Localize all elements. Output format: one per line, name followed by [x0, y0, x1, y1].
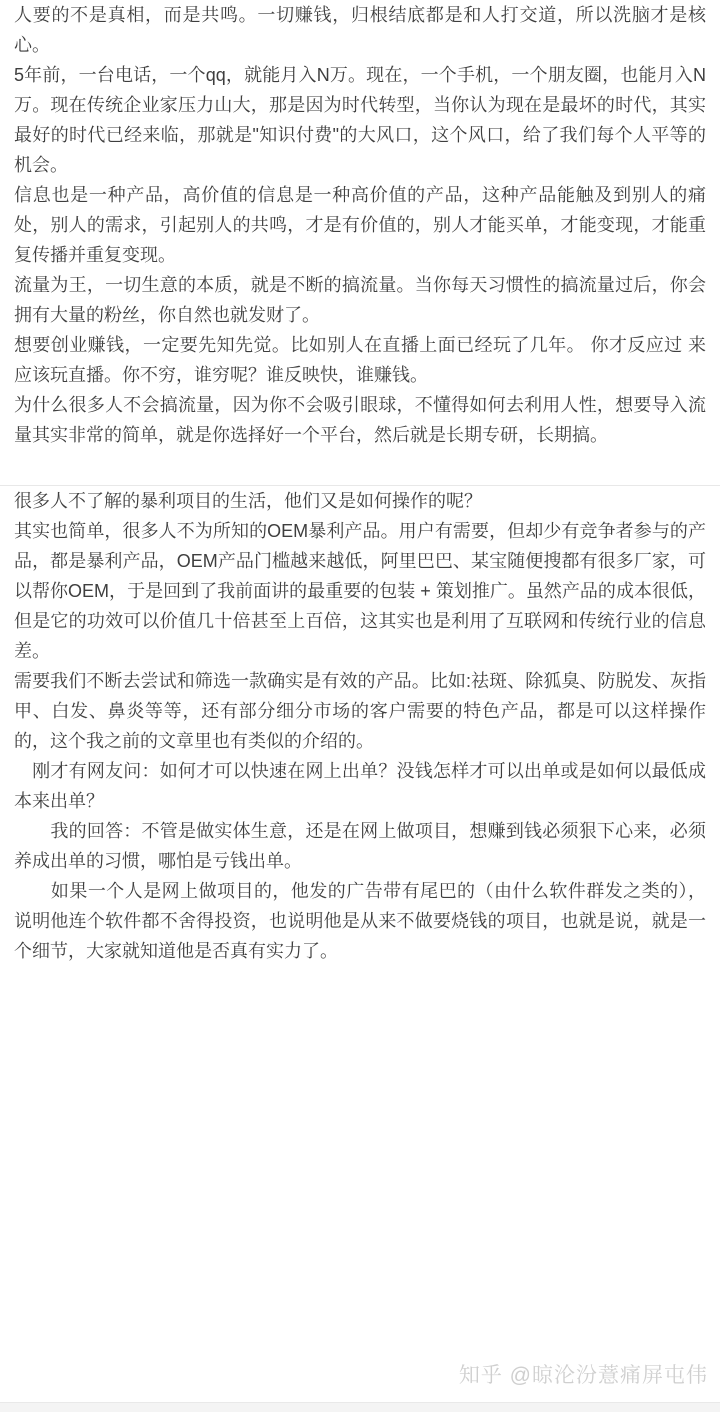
article-paragraph: 想要创业赚钱，一定要先知先觉。比如别人在直播上面已经玩了几年。 你才反应过 来应该玩直播。你不穷，谁穷呢？谁反映快，谁赚钱。	[14, 335, 706, 385]
bottom-edge-band	[0, 1402, 720, 1412]
article-paragraph: 信息也是一种产品，高价值的信息是一种高价值的产品，这种产品能触及到别人的痛处，别人的需求，引起别人的共鸣，才是有价值的，别人才能买单，才能变现，才能重复传播并重复变现。	[14, 185, 706, 265]
article-paragraph: 我的回答：不管是做实体生意，还是在网上做项目，想赚到钱必须狠下心来，必须养成出单的习惯，哪怕是亏钱出单。	[14, 821, 706, 871]
zhihu-watermark: 知乎 @晾沦汾薏痛屏屯伟	[458, 1364, 708, 1387]
article-paragraph: 刚才有网友问：如何才可以快速在网上出单？没钱怎样才可以出单或是如何以最低成本来出单？	[14, 761, 706, 811]
article-paragraph: 需要我们不断去尝试和筛选一款确实是有效的产品。比如:祛斑、除狐臭、防脱发、灰指甲、白发、鼻炎等等，还有部分细分市场的客户需要的特色产品，都是可以这样操作的，这个我之前的文章里也有类似的介绍的。	[14, 671, 706, 751]
article-paragraph: 很多人不了解的暴利项目的生活，他们又是如何操作的呢？	[14, 491, 482, 511]
article-paragraph: 人要的不是真相，而是共鸣。一切赚钱，归根结底都是和人打交道，所以洗脑才是核心。	[14, 5, 706, 55]
article-paragraph: 如果一个人是网上做项目的，他发的广告带有尾巴的（由什么软件群发之类的），说明他连个软件都不舍得投资，也说明他是从来不做要烧钱的项目，也就是说，就是一个细节，大家就知道他是否真有实力了。	[14, 881, 706, 961]
article-paragraph: 为什么很多人不会搞流量，因为你不会吸引眼球，不懂得如何去利用人性，想要导入流量其实非常的简单，就是你选择好一个平台，然后就是长期专研，长期搞。	[14, 395, 706, 445]
article-paragraph: 流量为王，一切生意的本质，就是不断的搞流量。当你每天习惯性的搞流量过后，你会拥有大量的粉丝，你自然也就发财了。	[14, 275, 706, 325]
article-paragraph: 5年前，一台电话，一个qq，就能月入N万。现在，一个手机，一个朋友圈，也能月入N万。现在传统企业家压力山大，那是因为时代转型，当你认为现在是最坏的时代，其实最好的时代已经来临，那就是"知识付费"的大风口，这个风口，给了我们每个人平等的机会。	[14, 65, 706, 175]
article-paragraph: 其实也简单，很多人不为所知的OEM暴利产品。用户有需要，但却少有竞争者参与的产品，都是暴利产品，OEM产品门槛越来越低，阿里巴巴、某宝随便搜都有很多厂家，可以帮你OEM，于是回到了我前面讲的最重要的包装 + 策划推广。虽然产品的成本很低，但是它的功效可以价值几十倍甚至上百倍，这其实也是利用了互联网和传统行业的信息差。	[14, 521, 706, 661]
